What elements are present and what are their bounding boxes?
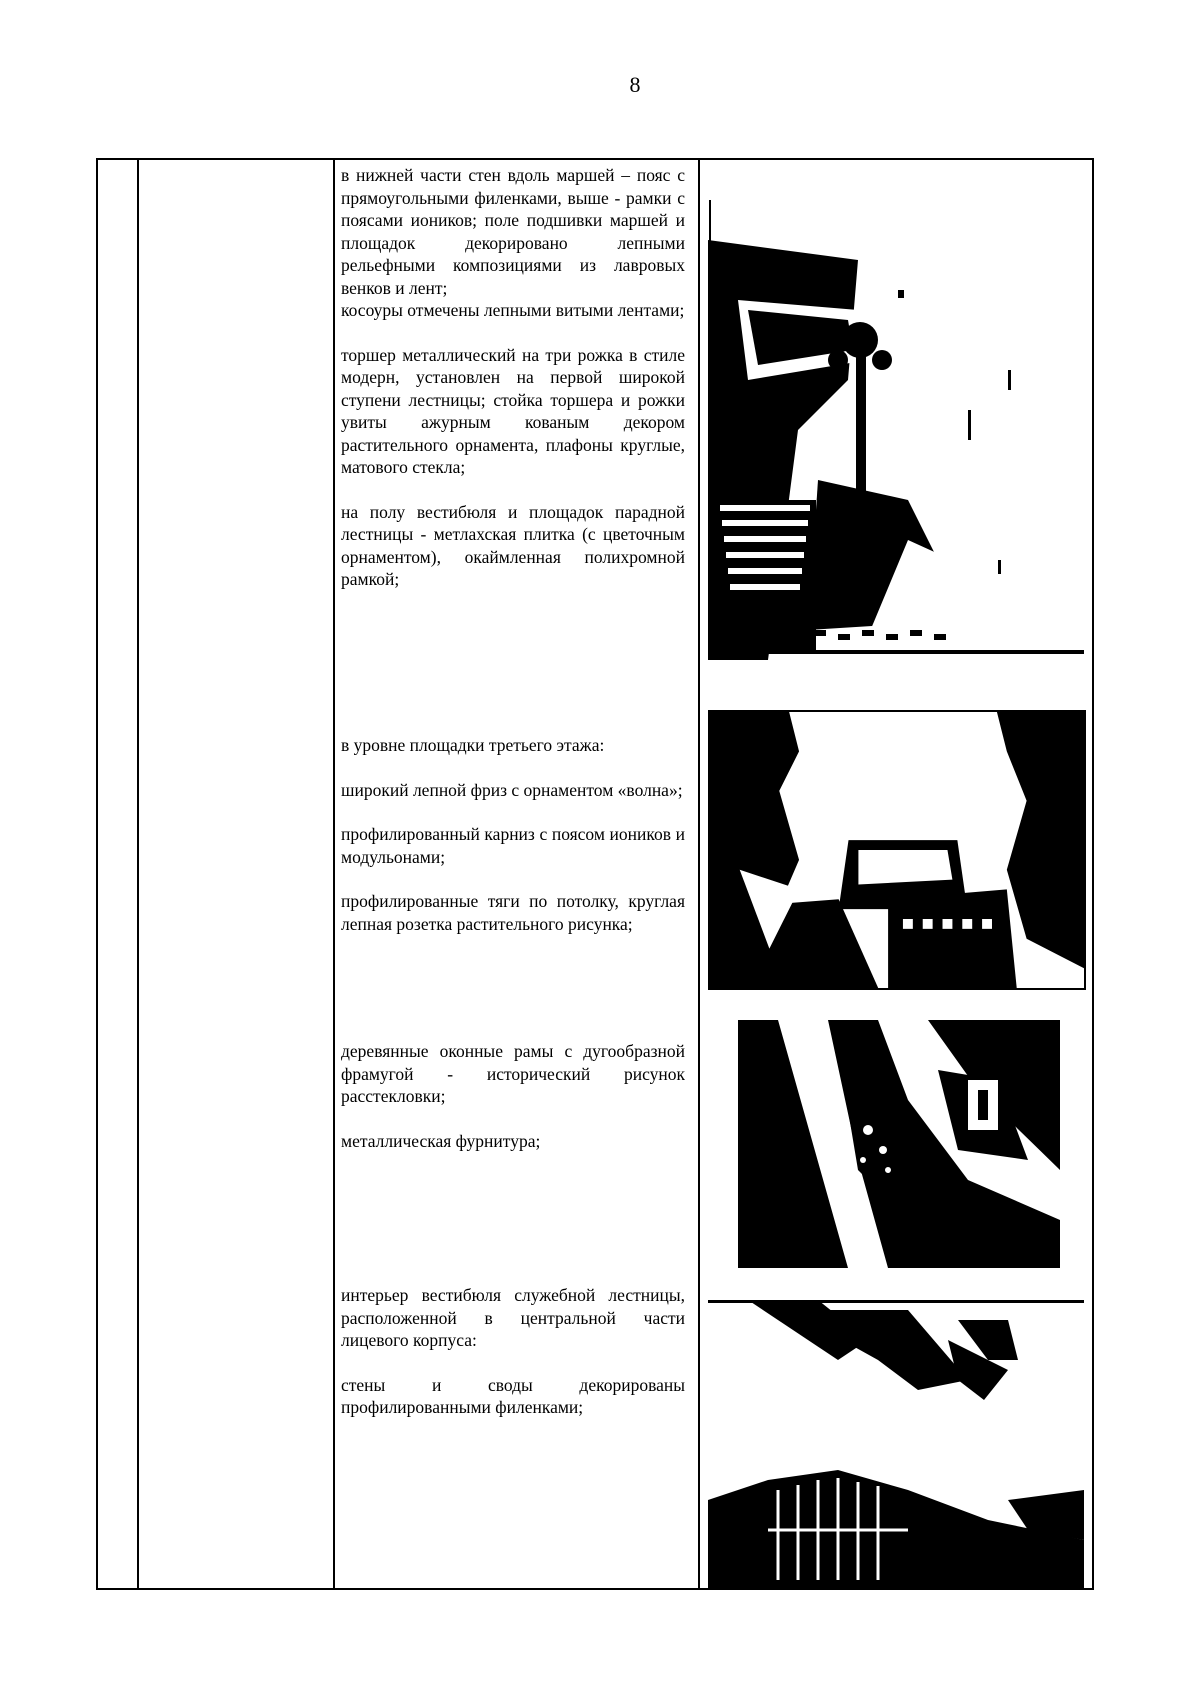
third-floor-ceiling-photo: [708, 710, 1086, 990]
description-column: [341, 164, 685, 591]
text-block: торшер металлический на три рожка в стиле модерн, установлен на первой широкой ступени лестницы; стойка торшера и рожки увиты ажурным кованым декором растительного орнамента, плафоны круглые, матового стекла;: [341, 344, 685, 477]
text-block: интерьер вестибюля служебной лестницы, расположенной в центральной части лицевого корпуса:: [341, 1285, 685, 1350]
text-block: широкий лепной фриз с орнаментом «волна»;: [341, 779, 683, 800]
text-block: металлическая фурнитура;: [341, 1130, 541, 1151]
text-block: деревянные оконные рамы с дугообразной фрамугой - исторический рисунок расстекловки;: [341, 1041, 685, 1106]
description-column: [341, 1040, 685, 1152]
column-divider-1: [137, 160, 139, 1588]
text-block: на полу вестибюля и площадок парадной лестницы - метлахская плитка (с цветочным орнаментом), окаймленная полихромной рамкой;: [341, 501, 685, 589]
window-fittings-photo: [738, 1020, 1060, 1268]
text-block: в нижней части стен вдоль маршей – пояс с прямоугольными филенками, выше - рамки с поясами иоников; поле подшивки маршей и площадок декорировано лепными рельефными композициями из лавровых венков и лент;: [341, 165, 685, 298]
text-block: косоуры отмечены лепными витыми лентами;: [341, 300, 685, 320]
column-divider-3: [698, 160, 700, 1588]
service-stair-vestibule-photo: [708, 1300, 1084, 1588]
staircase-torchere-photo: [708, 200, 1084, 660]
text-block: стены и своды декорированы профилированными филенками;: [341, 1374, 685, 1417]
column-divider-2: [333, 160, 335, 1588]
description-table: [96, 158, 1094, 1590]
text-block: профилированные тяги по потолку, круглая лепная розетка растительного рисунка;: [341, 891, 685, 934]
page-number: 8: [629, 72, 641, 97]
description-column: [341, 1284, 685, 1419]
text-block: в уровне площадки третьего этажа:: [341, 735, 605, 755]
text-block: профилированный карниз с поясом иоников и модульонами;: [341, 824, 685, 867]
description-column: [341, 734, 685, 935]
